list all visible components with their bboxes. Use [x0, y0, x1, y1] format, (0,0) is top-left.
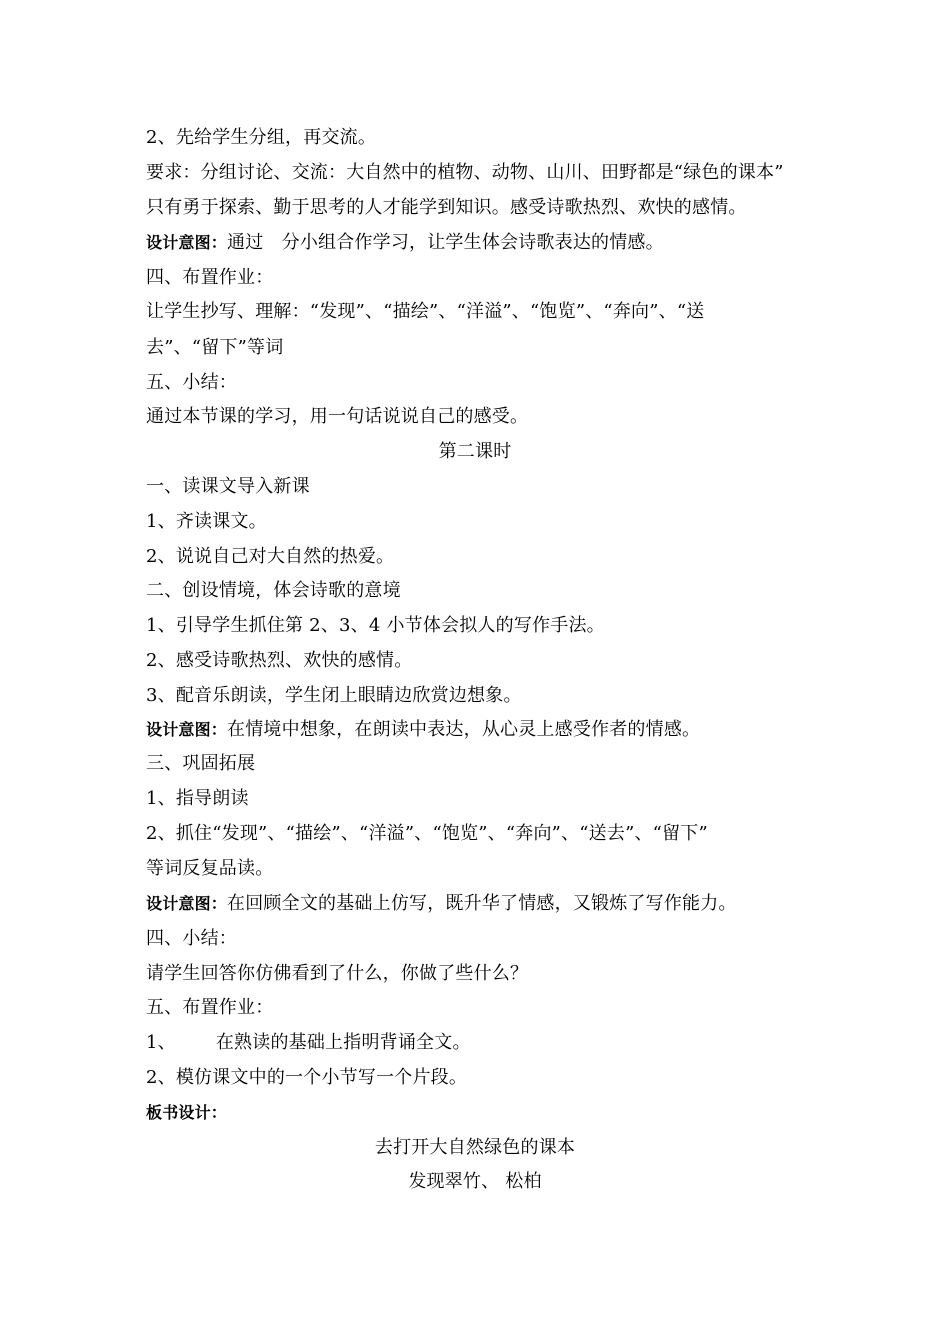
text-line: 2、感受诗歌热烈、欢快的感情。	[146, 650, 413, 671]
text-line: 2、抓住“发现”、“描绘”、“洋溢”、“饱览”、“奔向”、“送去”、“留下”	[146, 823, 708, 844]
design-intent-line	[146, 718, 826, 744]
design-intent-label: 设计意图：	[146, 894, 228, 913]
lesson-title: 第二课时	[438, 441, 512, 462]
homework-item-number: 1、	[146, 1032, 176, 1053]
text-line: 1、齐读课文。	[146, 511, 267, 532]
section-heading: 三、巩固拓展	[146, 753, 256, 774]
section-heading: 四、布置作业：	[146, 267, 274, 288]
section-heading: 四、小结：	[146, 928, 237, 949]
section-heading: 二、创设情境，体会诗歌的意境	[146, 580, 401, 601]
design-intent-label: 设计意图：	[146, 720, 228, 739]
board-line: 发现翠竹、 松柏	[408, 1171, 542, 1192]
section-heading: 五、布置作业：	[146, 997, 274, 1018]
design-intent-label: 设计意图：	[146, 233, 228, 252]
text-line: 3、配音乐朗读，学生闭上眼睛边欣赏边想象。	[146, 685, 522, 706]
text-line: 让学生抄写、理解：“发现”、“描绘”、“洋溢”、“饱览”、“奔向”、“送	[146, 301, 705, 322]
section-heading: 五、小结：	[146, 372, 237, 393]
text-line: 要求：分组讨论、交流：大自然中的植物、动物、山川、田野都是“绿色的课本”	[146, 162, 784, 183]
design-intent-text: 在回顾全文的基础上仿写，既升华了情感，又锻炼了写作能力。	[227, 893, 737, 914]
text-line: 等词反复品读。	[146, 858, 274, 879]
text-line: 1、指导朗读	[146, 788, 249, 809]
text-line: 通过本节课的学习，用一句话说说自己的感受。	[146, 406, 529, 427]
homework-item-text: 在熟读的基础上指明背诵全文。	[215, 1032, 471, 1053]
board-design-label: 板书设计：	[146, 1103, 228, 1122]
design-intent-text: 通过 分小组合作学习，让学生体会诗歌表达的情感。	[227, 232, 664, 253]
board-title: 去打开大自然绿色的课本	[374, 1137, 576, 1158]
design-intent-line	[146, 231, 826, 257]
text-line: 2、先给学生分组，再交流。	[146, 127, 377, 148]
homework-item	[146, 1031, 826, 1057]
section-heading: 一、读课文导入新课	[146, 476, 310, 497]
text-line: 请学生回答你仿佛看到了什么，你做了些什么？	[146, 963, 529, 984]
text-line: 2、模仿课文中的一个小节写一个片段。	[146, 1067, 468, 1088]
design-intent-line	[146, 892, 826, 918]
text-line: 只有勇于探索、勤于思考的人才能学到知识。感受诗歌热烈、欢快的感情。	[146, 197, 747, 218]
text-line: 去”、“留下”等词	[146, 337, 284, 358]
text-line: 2、说说自己对大自然的热爱。	[146, 546, 395, 567]
text-line: 1、引导学生抓住第 2、3、4 小节体会拟人的写作手法。	[146, 615, 605, 636]
design-intent-text: 在情境中想象，在朗读中表达，从心灵上感受作者的情感。	[227, 719, 701, 740]
